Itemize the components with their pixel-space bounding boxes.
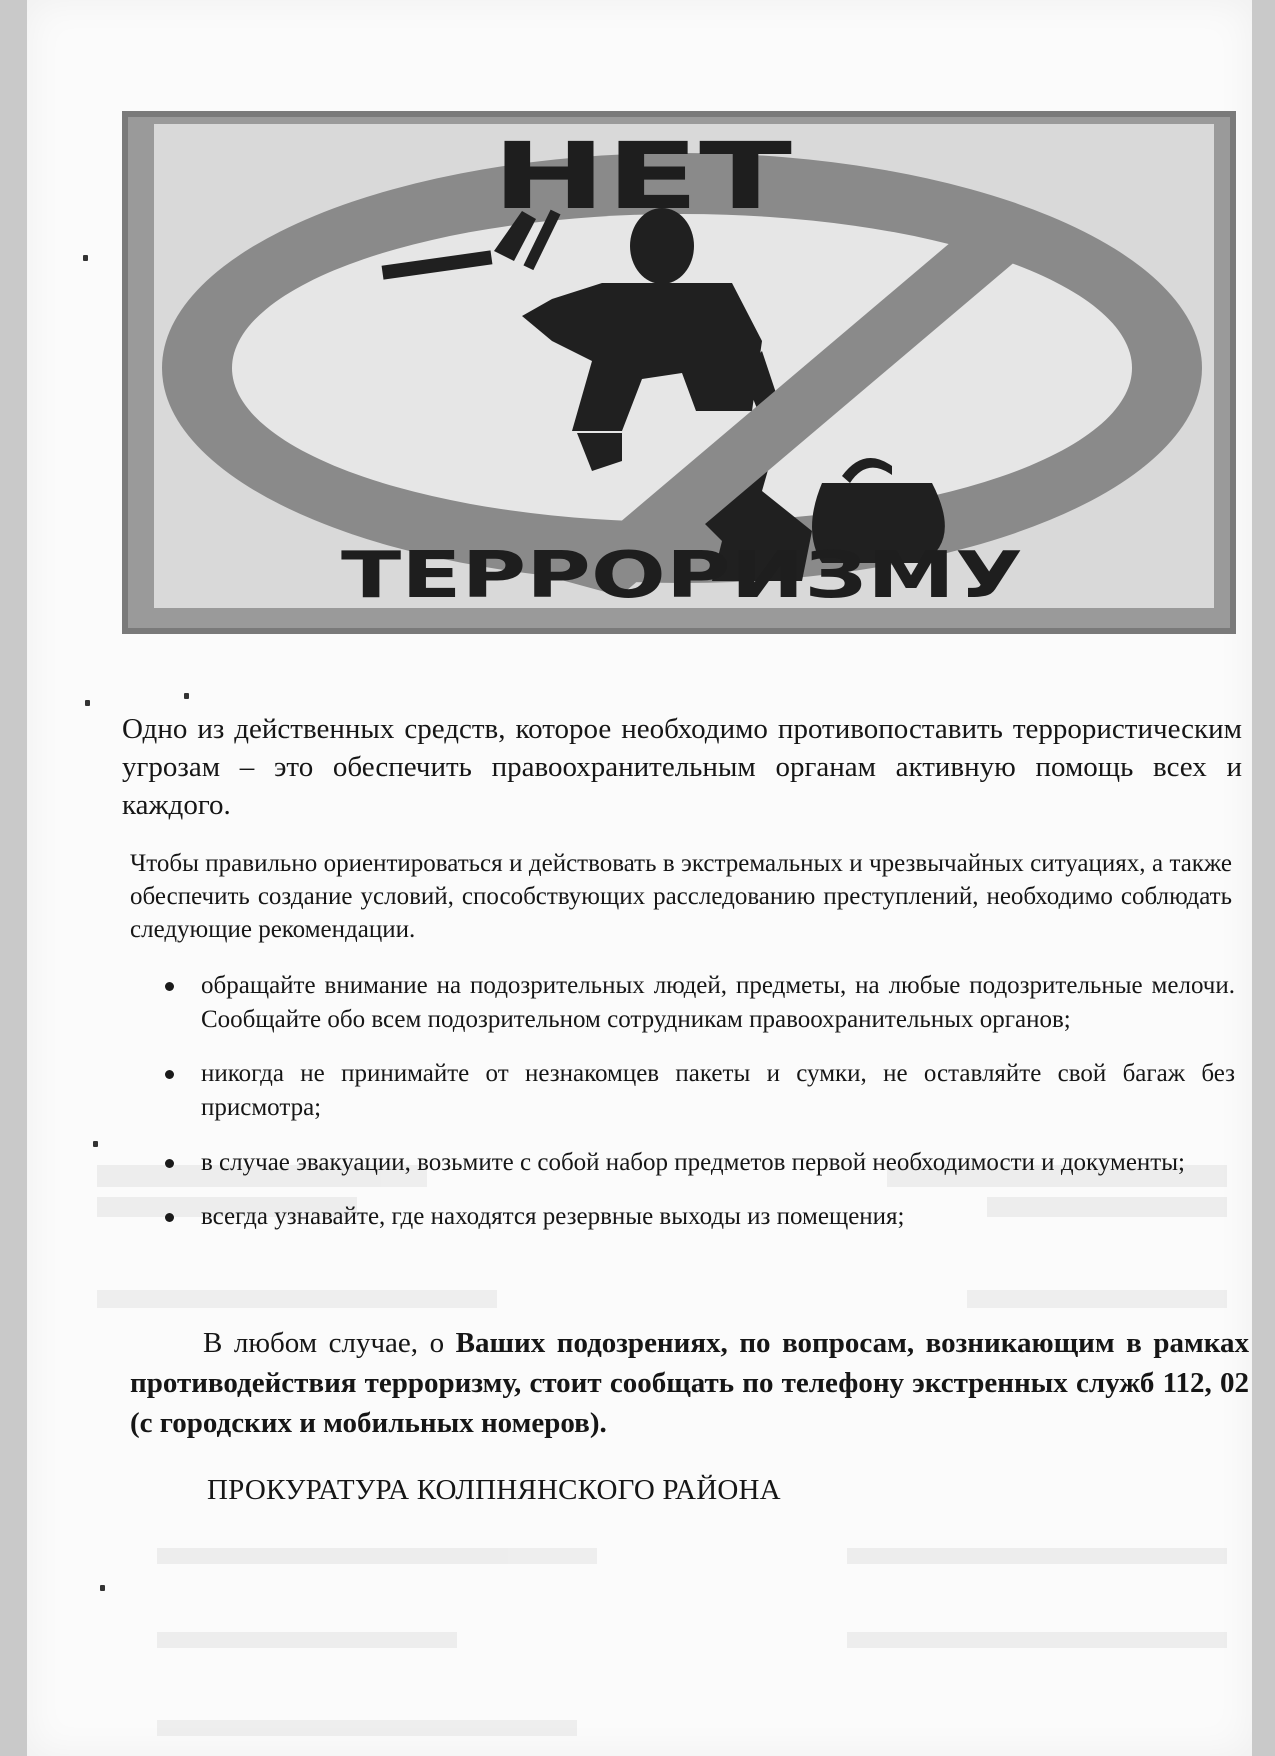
intro-paragraph: Одно из действенных средств, которое необходимо противопоставить террористическим угрозам – это обеспечить правоохранительным органам активную помощь всех и каждого. [122, 713, 1242, 821]
poster-title-top: НЕТ [492, 123, 793, 230]
scan-speck [83, 255, 88, 261]
recommendation-list [157, 969, 1235, 1234]
list-item-text: обращайте внимание на подозрительных людей, предметы, на любые подозрительные мелочи. Сообщайте обо всем подозрительном сотрудникам правоохранительных органов; [201, 972, 1235, 1033]
bullet-icon [165, 982, 174, 991]
bullet-icon [165, 1213, 174, 1222]
scan-speck [93, 1141, 98, 1147]
list-item [157, 1057, 1235, 1125]
closing-paragraph [130, 1323, 1249, 1443]
bullet-icon [165, 1159, 174, 1168]
scan-speck [100, 1585, 105, 1591]
closing-emphasis: Ваших подозрениях, по вопросам, возникающим в рамках противодействия терроризму, стоит сообщать по телефону экстренных служб 112, 02 (с городских и мобильных номеров). [130, 1327, 1249, 1439]
recommendations-intro: Чтобы правильно ориентироваться и действовать в экстремальных и чрезвычайных ситуациях, а также обеспечить создание условий, способствующих расследованию преступлений, необходимо соблюдать следующие рекомендации. [130, 850, 1232, 943]
poster-graphic [122, 111, 1236, 634]
scan-speck [85, 700, 90, 706]
scan-speck [184, 693, 189, 699]
anti-terrorism-poster [122, 111, 1236, 634]
signature: ПРОКУРАТУРА КОЛПНЯНСКОГО РАЙОНА [207, 1474, 781, 1506]
document-page [27, 0, 1252, 1756]
list-item-text: в случае эвакуации, возьмите с собой набор предметов первой необходимости и документы; [201, 1149, 1185, 1176]
list-item [157, 1200, 1235, 1234]
list-item [157, 1146, 1235, 1180]
list-item [157, 969, 1235, 1037]
list-item-text: всегда узнавайте, где находятся резервные выходы из помещения; [201, 1203, 905, 1230]
bullet-icon [165, 1070, 174, 1079]
closing-lead: В любом случае, о [203, 1327, 445, 1359]
poster-title-bottom: ТЕРРОРИЗМУ [341, 539, 1023, 613]
list-item-text: никогда не принимайте от незнакомцев пакеты и сумки, не оставляйте свой багаж без присмотра; [201, 1060, 1235, 1121]
